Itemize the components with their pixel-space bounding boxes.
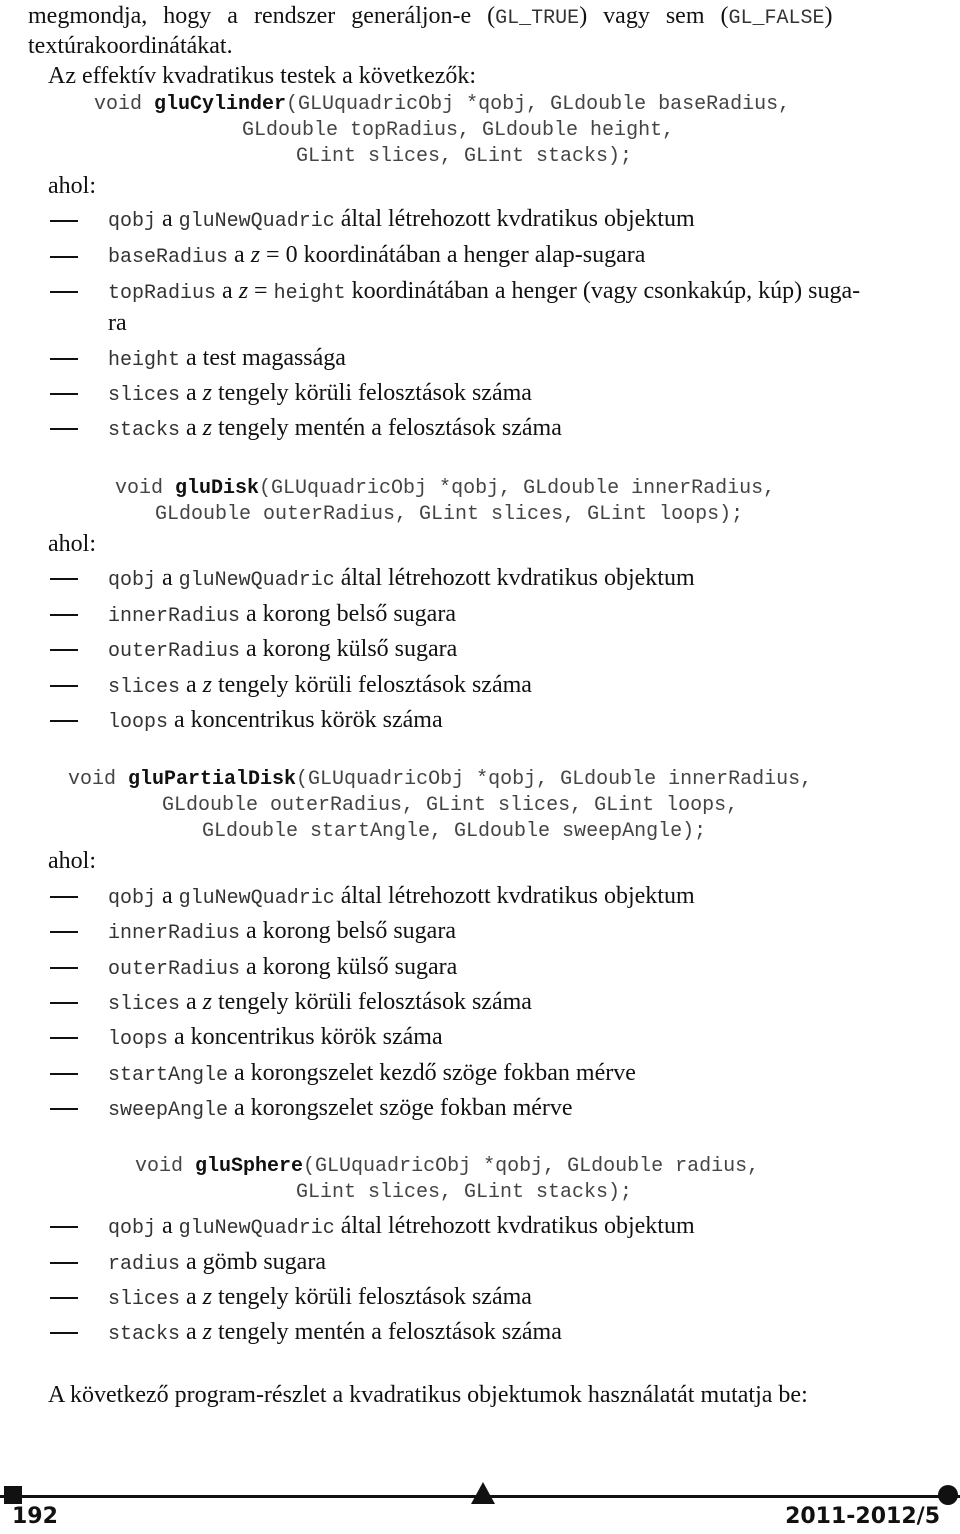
- param-text: a: [228, 242, 251, 268]
- bullet-dash: [50, 1037, 78, 1039]
- param-code: gluNewQuadric: [178, 1217, 335, 1240]
- bullet-dash: [50, 685, 78, 687]
- param-name: height: [108, 349, 181, 372]
- code-params: (GLUquadricObj *qobj, GLdouble radius,: [303, 1155, 760, 1178]
- bullet-dash: [50, 649, 78, 651]
- param-name: innerRadius: [108, 605, 241, 628]
- bullet-dash: [50, 256, 78, 258]
- cylinder-param-qobj: [108, 205, 695, 236]
- param-name: qobj: [108, 1217, 157, 1240]
- param-text: a: [180, 672, 203, 698]
- param-text: koordinátában a henger (vagy csonkakúp, kúp) suga-: [345, 278, 861, 304]
- z-variable: z: [202, 672, 213, 698]
- glupartialdisk-function-name: gluPartialDisk: [128, 768, 297, 791]
- param-text: a korongszelet szöge fokban mérve: [228, 1095, 573, 1121]
- bullet-dash: [50, 220, 78, 222]
- param-name: outerRadius: [108, 958, 241, 981]
- param-text: a test magassága: [180, 345, 346, 371]
- param-name: slices: [108, 993, 181, 1016]
- disk-param-qobj: [108, 564, 695, 595]
- disk-param-outerradius: [108, 635, 457, 666]
- glupartialdisk-signature-line-3: GLdouble startAngle, GLdouble sweepAngle);: [202, 820, 707, 843]
- intro-line-2: textúrakoordinátákat.: [28, 33, 233, 59]
- bullet-dash: [50, 931, 78, 933]
- bullet-dash: [50, 967, 78, 969]
- param-text: a: [156, 565, 179, 591]
- param-text: a: [156, 1213, 179, 1239]
- z-variable: z: [202, 1319, 213, 1345]
- param-text: = 0 koordinátában a henger alap-sugara: [260, 242, 646, 268]
- gludisk-function-name: gluDisk: [175, 477, 260, 500]
- issue-number: 2011-2012/5: [785, 1504, 940, 1529]
- bullet-dash: [50, 358, 78, 360]
- param-name: slices: [108, 1288, 181, 1311]
- disk-where-label: ahol:: [48, 531, 96, 557]
- page-number: 192: [12, 1504, 58, 1529]
- param-text: által létrehozott kvdratikus objektum: [334, 1213, 695, 1239]
- param-name: stacks: [108, 1323, 181, 1346]
- param-name: qobj: [108, 569, 157, 592]
- sphere-param-radius: [108, 1248, 326, 1279]
- z-variable: z: [202, 989, 213, 1015]
- param-text: a: [180, 1284, 203, 1310]
- disk-param-slices: [108, 671, 532, 702]
- code-void: void: [115, 477, 176, 500]
- z-variable: z: [238, 278, 249, 304]
- glusphere-signature-line-2: GLint slices, GLint stacks);: [296, 1181, 633, 1204]
- cylinder-where-label: ahol:: [48, 173, 96, 199]
- param-text: a: [180, 415, 203, 441]
- sphere-param-qobj: [108, 1212, 695, 1243]
- bullet-dash: [50, 1108, 78, 1110]
- param-text: tengely körüli felosztások száma: [212, 672, 532, 698]
- param-text: a: [180, 380, 203, 406]
- glupartialdisk-signature-line-2: GLdouble outerRadius, GLint slices, GLint loops,: [162, 794, 739, 817]
- param-text: tengely körüli felosztások száma: [212, 989, 532, 1015]
- z-variable: z: [202, 1284, 213, 1310]
- param-text: a koncentrikus körök száma: [168, 1024, 443, 1050]
- sphere-param-slices: [108, 1283, 532, 1314]
- bullet-dash: [50, 720, 78, 722]
- code-void: void: [94, 93, 155, 116]
- param-text: a: [156, 206, 179, 232]
- glucylinder-signature-line-3: GLint slices, GLint stacks);: [296, 145, 633, 168]
- param-text: által létrehozott kvdratikus objektum: [334, 565, 695, 591]
- param-text: tengely körüli felosztások száma: [212, 1284, 532, 1310]
- gludisk-signature-line-1: [115, 476, 775, 502]
- square-ornament-icon: [4, 1486, 22, 1504]
- param-text: a: [156, 883, 179, 909]
- param-name: qobj: [108, 210, 157, 233]
- param-text: által létrehozott kvdratikus objektum: [334, 883, 695, 909]
- partial-param-qobj: [108, 882, 695, 913]
- glusphere-signature-line-1: [135, 1154, 759, 1180]
- param-name: outerRadius: [108, 640, 241, 663]
- glusphere-function-name: gluSphere: [195, 1155, 304, 1178]
- param-text: a gömb sugara: [180, 1249, 326, 1275]
- glucylinder-function-name: gluCylinder: [154, 93, 287, 116]
- partial-param-sweepangle: [108, 1094, 573, 1125]
- cylinder-param-topradius-cont: [108, 309, 127, 340]
- bullet-dash: [50, 1226, 78, 1228]
- cylinder-param-stacks: [108, 414, 562, 445]
- param-name: slices: [108, 676, 181, 699]
- param-text: a korongszelet kezdő szöge fokban mérve: [228, 1060, 636, 1086]
- param-text: a: [180, 989, 203, 1015]
- glucylinder-signature-line-1: [94, 92, 790, 118]
- param-text: által létrehozott kvdratikus objektum: [334, 206, 695, 232]
- param-code: gluNewQuadric: [178, 569, 335, 592]
- param-name: stacks: [108, 419, 181, 442]
- param-text: a korong belső sugara: [240, 601, 456, 627]
- z-variable: z: [250, 242, 261, 268]
- z-variable: z: [202, 380, 213, 406]
- partial-where-label: ahol:: [48, 848, 96, 874]
- param-name: baseRadius: [108, 246, 229, 269]
- partial-param-innerradius: [108, 917, 456, 948]
- intro-line-1: [28, 2, 958, 33]
- code-params: (GLUquadricObj *qobj, GLdouble baseRadius,: [286, 93, 791, 116]
- param-name: topRadius: [108, 282, 217, 305]
- closing-paragraph: A következő program-részlet a kvadratikus objektumok használatát mutatja be:: [48, 1382, 808, 1408]
- bullet-dash: [50, 291, 78, 293]
- param-code: height: [273, 282, 346, 305]
- param-name: slices: [108, 384, 181, 407]
- cylinder-param-height: [108, 344, 346, 375]
- param-name: loops: [108, 1028, 169, 1051]
- gl-true-constant: GL_TRUE: [495, 7, 580, 30]
- bullet-dash: [50, 896, 78, 898]
- circle-ornament-icon: [938, 1485, 958, 1505]
- bullet-dash: [50, 428, 78, 430]
- param-name: startAngle: [108, 1064, 229, 1087]
- glupartialdisk-signature-line-1: [68, 767, 812, 793]
- bullet-dash: [50, 1297, 78, 1299]
- cylinder-param-topradius: [108, 277, 860, 308]
- triangle-ornament-icon: [471, 1482, 495, 1504]
- intro-text-b: ) vagy sem (: [579, 3, 729, 29]
- param-text: tengely körüli felosztások száma: [212, 380, 532, 406]
- gl-false-constant: GL_FALSE: [728, 7, 825, 30]
- param-name: radius: [108, 1253, 181, 1276]
- code-void: void: [135, 1155, 196, 1178]
- sphere-param-stacks: [108, 1318, 562, 1349]
- param-text: ra: [108, 310, 127, 336]
- param-name: innerRadius: [108, 922, 241, 945]
- param-name: qobj: [108, 887, 157, 910]
- intro-text-c: ): [824, 3, 833, 29]
- param-text: =: [248, 278, 274, 304]
- param-text: a: [216, 278, 239, 304]
- intro-text-a: megmondja, hogy a rendszer generáljon-e (: [28, 3, 496, 29]
- bullet-dash: [50, 1073, 78, 1075]
- disk-param-loops: [108, 706, 443, 737]
- code-params: (GLUquadricObj *qobj, GLdouble innerRadius,: [259, 477, 776, 500]
- bullet-dash: [50, 393, 78, 395]
- partial-param-outerradius: [108, 953, 457, 984]
- param-text: a korong belső sugara: [240, 918, 456, 944]
- bullet-dash: [50, 1332, 78, 1334]
- partial-param-loops: [108, 1023, 443, 1054]
- param-code: gluNewQuadric: [178, 210, 335, 233]
- param-text: a koncentrikus körök száma: [168, 707, 443, 733]
- param-name: loops: [108, 711, 169, 734]
- bullet-dash: [50, 614, 78, 616]
- bullet-dash: [50, 578, 78, 580]
- param-text: a korong külső sugara: [240, 954, 458, 980]
- param-name: sweepAngle: [108, 1099, 229, 1122]
- disk-param-innerradius: [108, 600, 456, 631]
- intro-line-3: Az effektív kvadratikus testek a következők:: [48, 63, 477, 89]
- partial-param-slices: [108, 988, 532, 1019]
- cylinder-param-baseradius: [108, 241, 645, 272]
- code-params: (GLUquadricObj *qobj, GLdouble innerRadius,: [296, 768, 813, 791]
- param-code: gluNewQuadric: [178, 887, 335, 910]
- param-text: a: [180, 1319, 203, 1345]
- code-void: void: [68, 768, 129, 791]
- param-text: tengely mentén a felosztások száma: [212, 415, 562, 441]
- partial-param-startangle: [108, 1059, 636, 1090]
- glucylinder-signature-line-2: GLdouble topRadius, GLdouble height,: [242, 119, 675, 142]
- bullet-dash: [50, 1262, 78, 1264]
- z-variable: z: [202, 415, 213, 441]
- cylinder-param-slices: [108, 379, 532, 410]
- bullet-dash: [50, 1002, 78, 1004]
- gludisk-signature-line-2: GLdouble outerRadius, GLint slices, GLint loops);: [155, 503, 744, 526]
- param-text: tengely mentén a felosztások száma: [212, 1319, 562, 1345]
- param-text: a korong külső sugara: [240, 636, 458, 662]
